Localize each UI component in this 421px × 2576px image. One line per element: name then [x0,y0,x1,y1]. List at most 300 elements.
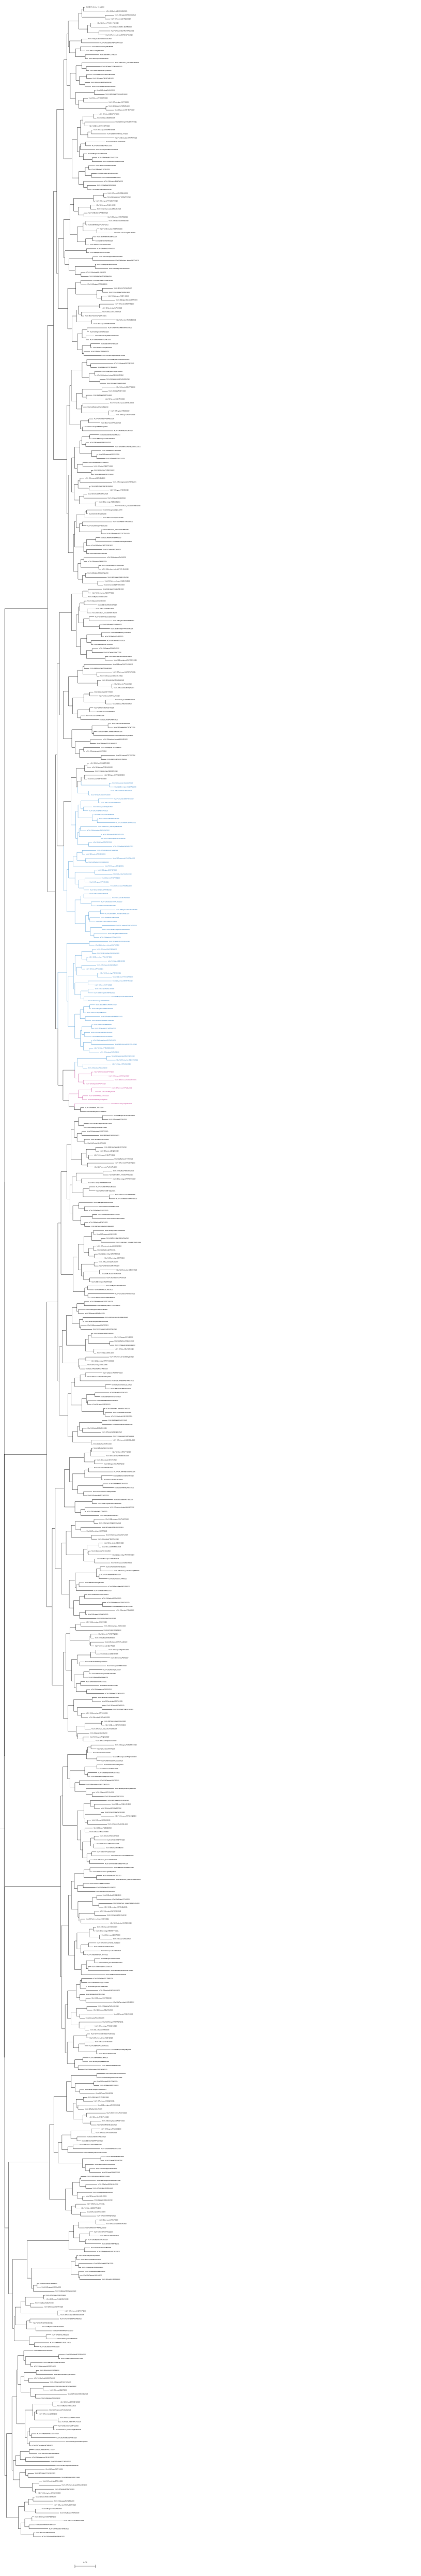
tree-branch [86,1153,89,1157]
tree-branch [75,2257,76,2262]
tree-branch [58,2142,62,2152]
tree-branch [86,336,95,338]
tree-tip-label: hCoV-19/Belfast/U1TNFS9/2020 [59,2512,80,2514]
tree-branch [79,2048,97,2052]
tree-branch [79,524,82,528]
tree-branch [87,1854,91,1858]
tree-branch [76,2206,81,2208]
tree-tip-label: hCoV-19/Belfast/GR1Z2P/2020 [93,841,112,843]
tree-branch [83,670,97,674]
tree-branch [84,619,89,623]
tree-tip-label: hCoV-19/Belfast/VE0EJS/2020 [35,2302,54,2304]
tree-tip-label: hCoV-19/Brighton/BGX72/2021 [89,1222,108,1224]
tree-tip-label: hCoV-19/Glasgow/2ZMQ8MN/2020 [115,1788,136,1790]
tree-tip-label: hCoV-19/London/1JPZVYLC/2020 [96,921,117,923]
tree-tip-label: hCoV-19/Leeds/3RNNFZ/2021 [101,2172,120,2174]
tree-branch [75,955,82,963]
tree-branch [15,2456,20,2461]
tree-branch [80,2238,85,2242]
tree-branch [69,41,81,47]
tree-tip-label: hCoV-19/Nottingham/3SQZD7/2020 [86,1131,108,1133]
tree-tip-label: hCoV-19/Wales/82WSB01/2020 [85,1994,105,1996]
tree-branch [84,747,100,749]
tree-branch [81,1715,88,1718]
tree-tip-label: hCoV-19/Belfast/2JL2K5R3/2021 [105,1693,125,1695]
tree-branch [74,1107,81,1110]
tree-branch [63,1652,66,1685]
tree-tip-label: hCoV-19/Birmingham/42STPT2/2021 [92,438,115,440]
tree-tip-label: hCoV-19/Glasgow/LRXJRE/2020 [86,1111,106,1113]
tree-branch [92,1501,97,1503]
tree-tip-label: hCoV-19/Birmingham/FPWQTB3C/2020 [112,1756,137,1758]
tree-branch [76,615,78,631]
tree-tip-label: hCoV-19/Portsmouth/1JYRDQKX/2021 [93,1490,117,1493]
tree-branch [76,1627,103,1630]
tree-branch [89,1248,93,1253]
tree-branch [94,1519,105,1522]
tree-branch [89,1672,91,1674]
tree-branch [82,39,88,41]
tree-branch [72,1482,77,1489]
tree-branch [73,2103,76,2111]
tree-tip-label: hCoV-19/Norwich/CJVH7/2020 [85,1107,104,1109]
tree-branch [80,496,84,500]
tree-branch [69,1101,74,1107]
tree-tip-label: hCoV-19/Belfast/99SW6JXU/2020 [98,2183,118,2186]
tree-tip-label: hCoV-19/Scotland/4X3YBS/2020 [113,1499,133,1501]
tree-tip-label: hCoV-19/Belfast/BBSL9H/2020 [89,2057,108,2059]
tree-branch [66,1330,85,1345]
tree-branch [68,1394,71,1415]
tree-branch [83,1318,105,1320]
tree-branch [90,740,102,742]
tree-branch [84,1276,90,1280]
tree-branch [97,2052,98,2054]
tree-tip-label: hCoV-19/Oxford/3E9D4J/2020 [102,549,121,551]
tree-branch [75,1501,92,1507]
tree-branch [32,2519,63,2521]
tree-tip-label: hCoV-19/Glasgow/RHQ6G/2020 [89,1736,110,1738]
tree-branch [29,2442,65,2444]
tree-branch [64,219,70,238]
tree-branch [36,2329,52,2331]
tree-branch [83,591,88,594]
tree-branch [75,1955,82,1970]
tree-tip-label: hCoV-19/London/R82H1YM/2020 [89,1882,110,1885]
tree-branch [26,2321,30,2325]
tree-branch [89,1636,91,1640]
tree-branch [69,870,75,878]
tree-tip-label: hCoV-19/London/5PFU7L/2020 [62,2421,81,2423]
tree-branch [82,965,96,967]
tree-branch [72,739,75,747]
tree-branch [92,649,98,651]
tree-tip-label: hCoV-19/Oxford/3VRZRT5E/2020 [88,493,108,495]
tree-tip-label: hCoV-19/Norwich/8E9TKH/2020 [94,1332,114,1334]
tree-branch [90,1860,93,1862]
tree-branch [36,2327,41,2329]
tree-branch [89,1933,100,1937]
tree-tip-label: hCoV-19/Nottingham/NXH06UY/2020 [60,2358,84,2360]
tree-branch [76,1688,86,1692]
tree-tip-label: hCoV-19/Portsmouth/K1SQS/2021 [93,2100,115,2102]
tree-branch [7,2434,12,2476]
tree-branch [87,1549,88,1553]
tree-branch [58,2357,60,2359]
tree-branch [92,1090,95,1092]
tree-branch [94,1349,114,1351]
tree-branch [86,242,90,245]
tree-branch [58,1302,59,1381]
tree-tip-label: hCoV-19/Scotland/ZFA6DC/2020 [92,145,112,147]
tree-branch [76,521,79,528]
tree-branch [108,724,111,726]
tree-branch [77,833,79,838]
tree-branch [84,1302,89,1304]
tree-branch [91,1745,114,1747]
tree-tip-label: hCoV-19/Sheffield/MS38BAL/2020 [97,236,117,238]
tree-branch [72,329,77,342]
tree-branch [58,1223,61,1302]
tree-tip-label: hCoV-19/Glasgow/R6BNR1A/2021 [102,2021,123,2023]
tree-branch [78,2068,84,2070]
tree-branch [70,405,80,425]
tree-branch [86,395,92,397]
tree-tip-label: hCoV-19/Belfast/SJKFX6/2020 [91,169,110,171]
tree-branch [81,991,88,995]
tree-branch [78,1078,83,1082]
tree-branch [79,100,84,104]
tree-tip-label: hCoV-19/Portsmouth/9W0HFSS/2021 [87,2176,110,2178]
tree-branch [14,2316,15,2328]
tree-branch [86,67,101,69]
tree-tip-label: hCoV-19/Portsmouth/KBVSAL9/2020 [114,1044,137,1046]
tree-branch [87,185,96,187]
tree-branch [85,1017,100,1019]
tree-branch [81,1945,89,1949]
tree-branch [89,1050,99,1052]
tree-tip-label: hCoV-19/Scotland/0SYTZ/2020 [94,691,113,693]
tree-branch [87,510,102,512]
tree-tip-label: hCoV-19/Norwich/4WD5VL/2021 [99,1206,119,1208]
tree-branch [91,1634,98,1636]
tree-tip-label: hCoV-19/Belfast/GFLJCLC/2021 [93,1447,113,1449]
tree-branch [84,1453,90,1458]
tree-tip-label: hCoV-19/Norwich/4ERWRA/2020 [85,1313,105,1315]
tree-branch [90,1803,94,1806]
tree-branch [83,1098,87,1100]
tree-branch [89,168,91,170]
tree-branch [36,2371,39,2373]
tree-branch [36,2511,59,2513]
tree-branch [76,2256,77,2258]
tree-branch [91,1074,108,1076]
tree-branch [97,1757,112,1759]
tree-branch [29,2451,37,2453]
tree-branch [75,1787,86,1792]
tree-tip-label: hCoV-19/Nottingham/EBZ6L5W/2020 [87,830,110,832]
tree-tip-label: hCoV-19/Exeter/UFFS1G/2020 [91,1819,111,1821]
tree-tip-label: hCoV-19/Nottingham/SYY7Z6Y2/2020 [97,1305,120,1307]
tree-branch [35,2394,67,2396]
tree-branch [90,694,99,696]
tree-tip-label: hCoV-19/Oxford/9A6TV/2020 [99,2053,116,2055]
tree-tip-label: hCoV-19/Exeter/QBR3D/2020 [100,1653,119,1655]
tree-branch [72,1307,77,1315]
tree-branch [91,23,97,25]
tree-branch [24,2507,35,2511]
tree-branch [88,1969,110,1971]
tree-branch [33,2499,53,2501]
tree-branch [78,811,92,818]
tree-branch [91,454,97,457]
tree-branch [75,1062,77,1070]
tree-branch [34,2535,41,2537]
tree-tip-label: hCoV-19/Oxford/VKS0H8/2020 [114,288,132,290]
tree-branch [90,920,96,922]
tree-branch [91,471,93,473]
tree-branch [89,2234,99,2236]
tree-branch [84,694,90,698]
tree-branch [99,31,110,33]
tree-branch [84,666,89,668]
tree-branch [101,632,110,635]
tree-tip-label: hCoV-19/Leeds/TQ2KZ/2020 [103,1669,121,1671]
tree-branch [84,894,89,896]
tree-tip-label: hCoV-19/Cambridge/3TEU4C/2020 [96,2167,117,2170]
tree-tip-label: hCoV-19/Wales/7MEX2U9/2020 [112,703,132,705]
tree-branch [48,325,54,609]
tree-branch [85,512,86,515]
tree-branch [75,521,76,534]
tree-branch [30,2305,43,2307]
tree-branch [106,700,115,702]
tree-branch [76,971,97,975]
tree-branch [82,405,83,409]
tree-branch [84,1555,95,1561]
tree-branch [87,765,91,767]
tree-tip-label: hCoV-19/Scotland/73AHWFC/2020 [96,1004,117,1006]
tree-tip-label: hCoV-19/London/7XRK9V7/2020 [115,1293,135,1295]
tree-branch [80,1613,86,1616]
tree-branch [84,2248,90,2250]
tree-tip-label: hCoV-19/Cambridge/J2AU6A8/2020 [89,889,112,891]
tree-branch [74,2232,80,2238]
tree-branch [76,1173,103,1177]
tree-tip-label: hCoV-19/London/7WMWLU/2020 [93,279,114,281]
tree-tip-label: hCoV-19/Birmingham/L58RH/2020 [91,1281,113,1283]
tree-branch [32,2434,37,2436]
tree-branch [86,860,88,862]
tree-branch [79,2274,80,2278]
tree-tip-label: hCoV-19/Nottingham/CMSZX8M/2020 [84,2069,107,2071]
tree-branch [83,2196,85,2198]
tree-branch [100,304,114,306]
tree-branch [71,370,82,385]
tree-branch [85,1225,90,1227]
tree-branch [81,1949,84,1953]
tree-branch [73,534,75,553]
tree-branch [75,98,79,104]
tree-tip-labels [32,6,141,2538]
tree-branch [84,560,87,562]
tree-branch [108,726,113,728]
tree-tip-label: hCoV-19/England/YB960N7E/2020 [103,834,124,836]
tree-branch [97,229,100,231]
tree-tip-label: hCoV-19/Norwich/BL1NT96/2020 [105,398,125,400]
tree-branch [66,1316,72,1331]
tree-branch [75,2063,78,2068]
tree-branch [72,316,76,329]
tree-tip-label: hCoV-19/Cambridge/FP4Y6KXR/2020 [111,628,134,630]
tree-branch [99,1903,112,1905]
tree-branch [90,1870,92,1872]
tree-branch [33,2497,35,2499]
tree-branch [88,29,99,33]
tree-tip-label: hCoV-19/Portsmouth/QQ0RTS/2020 [54,2373,75,2375]
tree-tip-label: hCoV-19/Norwich/VAHEX2R4/2020 [98,1697,119,1699]
tree-branch [72,159,79,178]
tree-branch [68,1754,87,1767]
tree-branch [87,2008,92,2010]
tree-tip-label: hCoV-19/Nottingham/49HL3Y2/2021 [98,1772,120,1774]
tree-tip-label: hCoV-19/Glasgow/PHSMBP/2020 [54,2500,74,2502]
tree-branch [67,1172,70,1199]
tree-tip-label: hCoV-19/Northern_Ireland/83Q6KM3/2020 [55,2429,82,2431]
tree-tip-label: hCoV-19/Portsmouth/9Z7XYP/2020 [65,2310,86,2312]
tree-branch [75,1573,97,1580]
tree-branch [99,625,102,627]
tree-branch [79,884,84,888]
tree-tip-label: hCoV-19/Brighton/XRJEA/2021 [57,2405,76,2407]
tree-branch [85,1292,88,1296]
tree-branch [94,936,99,938]
tree-branch [81,646,87,654]
tree-branch [89,1470,114,1472]
tree-branch [86,1986,87,1989]
tree-branch [97,1876,102,1878]
tree-branch [85,1470,89,1474]
tree-tip-label: hCoV-19/Northern_Ireland/1VCXENS/2020 [91,1728,117,1730]
tree-branch [102,288,113,290]
tree-branch [75,872,95,878]
tree-branch [25,2519,32,2523]
tree-tip-label: hCoV-19/Cambridge/WZK88/2020 [32,2445,53,2447]
tree-branch [91,1747,97,1749]
tree-branch [35,2412,37,2416]
tree-branch [84,98,88,100]
tree-branch [95,1254,98,1256]
tree-branch [81,1031,82,1038]
tree-branch [30,2319,59,2321]
tree-tip-label: hCoV-19/Scotland/84C4ADKW/2021 [102,1526,124,1528]
tree-branch [71,2262,75,2268]
tree-tip-label: hCoV-19/Oxford/8DT0NTYK/2020 [99,818,119,820]
tree-branch [27,2438,29,2444]
tree-branch [81,1510,85,1513]
tree-tip-label: hCoV-19/Belfast/MU37AL5D/2020 [98,157,118,159]
tree-branch [104,195,107,198]
tree-branch [101,837,103,839]
tree-branch [67,2082,71,2097]
tree-tip-label: hCoV-19/England/C5ZNFUR/2021 [50,2461,71,2463]
tree-tip-label: hCoV-19/Glasgow/86EJAJ0/2020 [97,264,117,266]
tree-branch [14,2328,29,2341]
tree-tip-label: hCoV-19/Leeds/GY803XP/2020 [88,97,108,99]
tree-branch [91,2131,95,2133]
tree-tip-label: hCoV-19/England/RKRJAC/2020 [93,1202,114,1204]
tree-tip-label: hCoV-19/Cambridge/L9VBA9/2020 [113,2001,134,2003]
tree-branch [26,2460,50,2462]
tree-branch [27,2432,29,2437]
tree-tip-label: hCoV-19/Northern_Ireland/MPQ6WXD/2020 [97,374,124,376]
tree-branch [84,1034,91,1036]
tree-tip-label: hCoV-19/Belfast/H9C0LH/2020 [109,1483,128,1485]
tree-tip-label: hCoV-19/London/E24NH/2021 [96,711,115,713]
tree-branch [58,238,64,274]
tree-tip-label: hCoV-19/Liverpool/P6B7HA6T/2021 [112,1380,134,1382]
tree-branch [80,47,91,49]
tree-branch [67,60,70,86]
tree-tip-label: hCoV-19/Brighton/MWD5D/2020 [106,1285,126,1287]
tree-tip-label: hCoV-19/Northern_Ireland/33JJC/2021 [85,1918,109,1920]
tree-tip-label: hCoV-19/Scotland/06LUDE/2020 [86,272,106,274]
tree-branch [79,13,82,21]
tree-branch [74,198,93,204]
tree-branch [87,2006,97,2008]
tree-branch [88,1750,92,1753]
tree-branch [65,2005,68,2028]
tree-branch [109,785,114,787]
tree-branch [76,1684,81,1688]
tree-branch [94,1836,99,1838]
tree-branch [87,609,95,611]
tree-branch [72,612,76,630]
tree-tip-label: hCoV-19/Brighton/5GQFL36/2020 [102,370,123,372]
tree-tip-label: hCoV-19/Birmingham/812WPD/2020 [114,786,136,788]
tree-branch [76,967,82,971]
tree-branch [57,109,64,191]
tree-branch [78,207,90,212]
tree-branch [88,589,102,591]
tree-branch [69,1457,84,1469]
tree-tip-label: hCoV-19/Nottingham/GL7P2/2020 [108,101,129,103]
tree-branch [97,2050,111,2052]
tree-tip-label: hCoV-19/Brighton/AU3EKM13/2020 [43,2361,65,2363]
tree-branch [89,842,92,845]
tree-branch [60,1796,63,1887]
tree-branch [84,888,89,890]
tree-tip-label: hCoV-19/Brighton/F7Y7P/2020 [114,1158,133,1161]
tree-branch [70,1771,85,1779]
tree-tip-label: hCoV-19/Sheffield/VGWJAU5V/2020 [105,94,128,96]
tree-tip-label: hCoV-19/Glasgow/NKWCL/2020 [101,1574,121,1576]
tree-tip-label: hCoV-19/Cambridge/NREYSF4W/2020 [95,335,119,337]
tree-tip-label: hCoV-19/Leeds/YF65KC/2020 [96,608,114,610]
tree-tip-label: hCoV-19/Norwich/2BBDF/2020 [88,561,107,563]
tree-tip-label: hCoV-19/Sheffield/GXX1E/2020 [89,1210,108,1212]
tree-tip-label: hCoV-19/Glasgow/T223ZGHT/2021 [115,121,137,123]
tree-tip-label: hCoV-19/Nottingham/GBZCZYA/2020 [105,1534,129,1536]
tree-branch [29,2341,35,2345]
tree-branch [89,916,90,920]
tree-branch [86,1398,88,1403]
tree-tip-label: hCoV-19/Norwich/GB1AK1/2020 [93,2009,113,2011]
tree-branch [81,120,83,127]
tree-branch [77,1886,83,1889]
tree-branch [28,2502,53,2505]
tree-branch [109,1197,115,1199]
